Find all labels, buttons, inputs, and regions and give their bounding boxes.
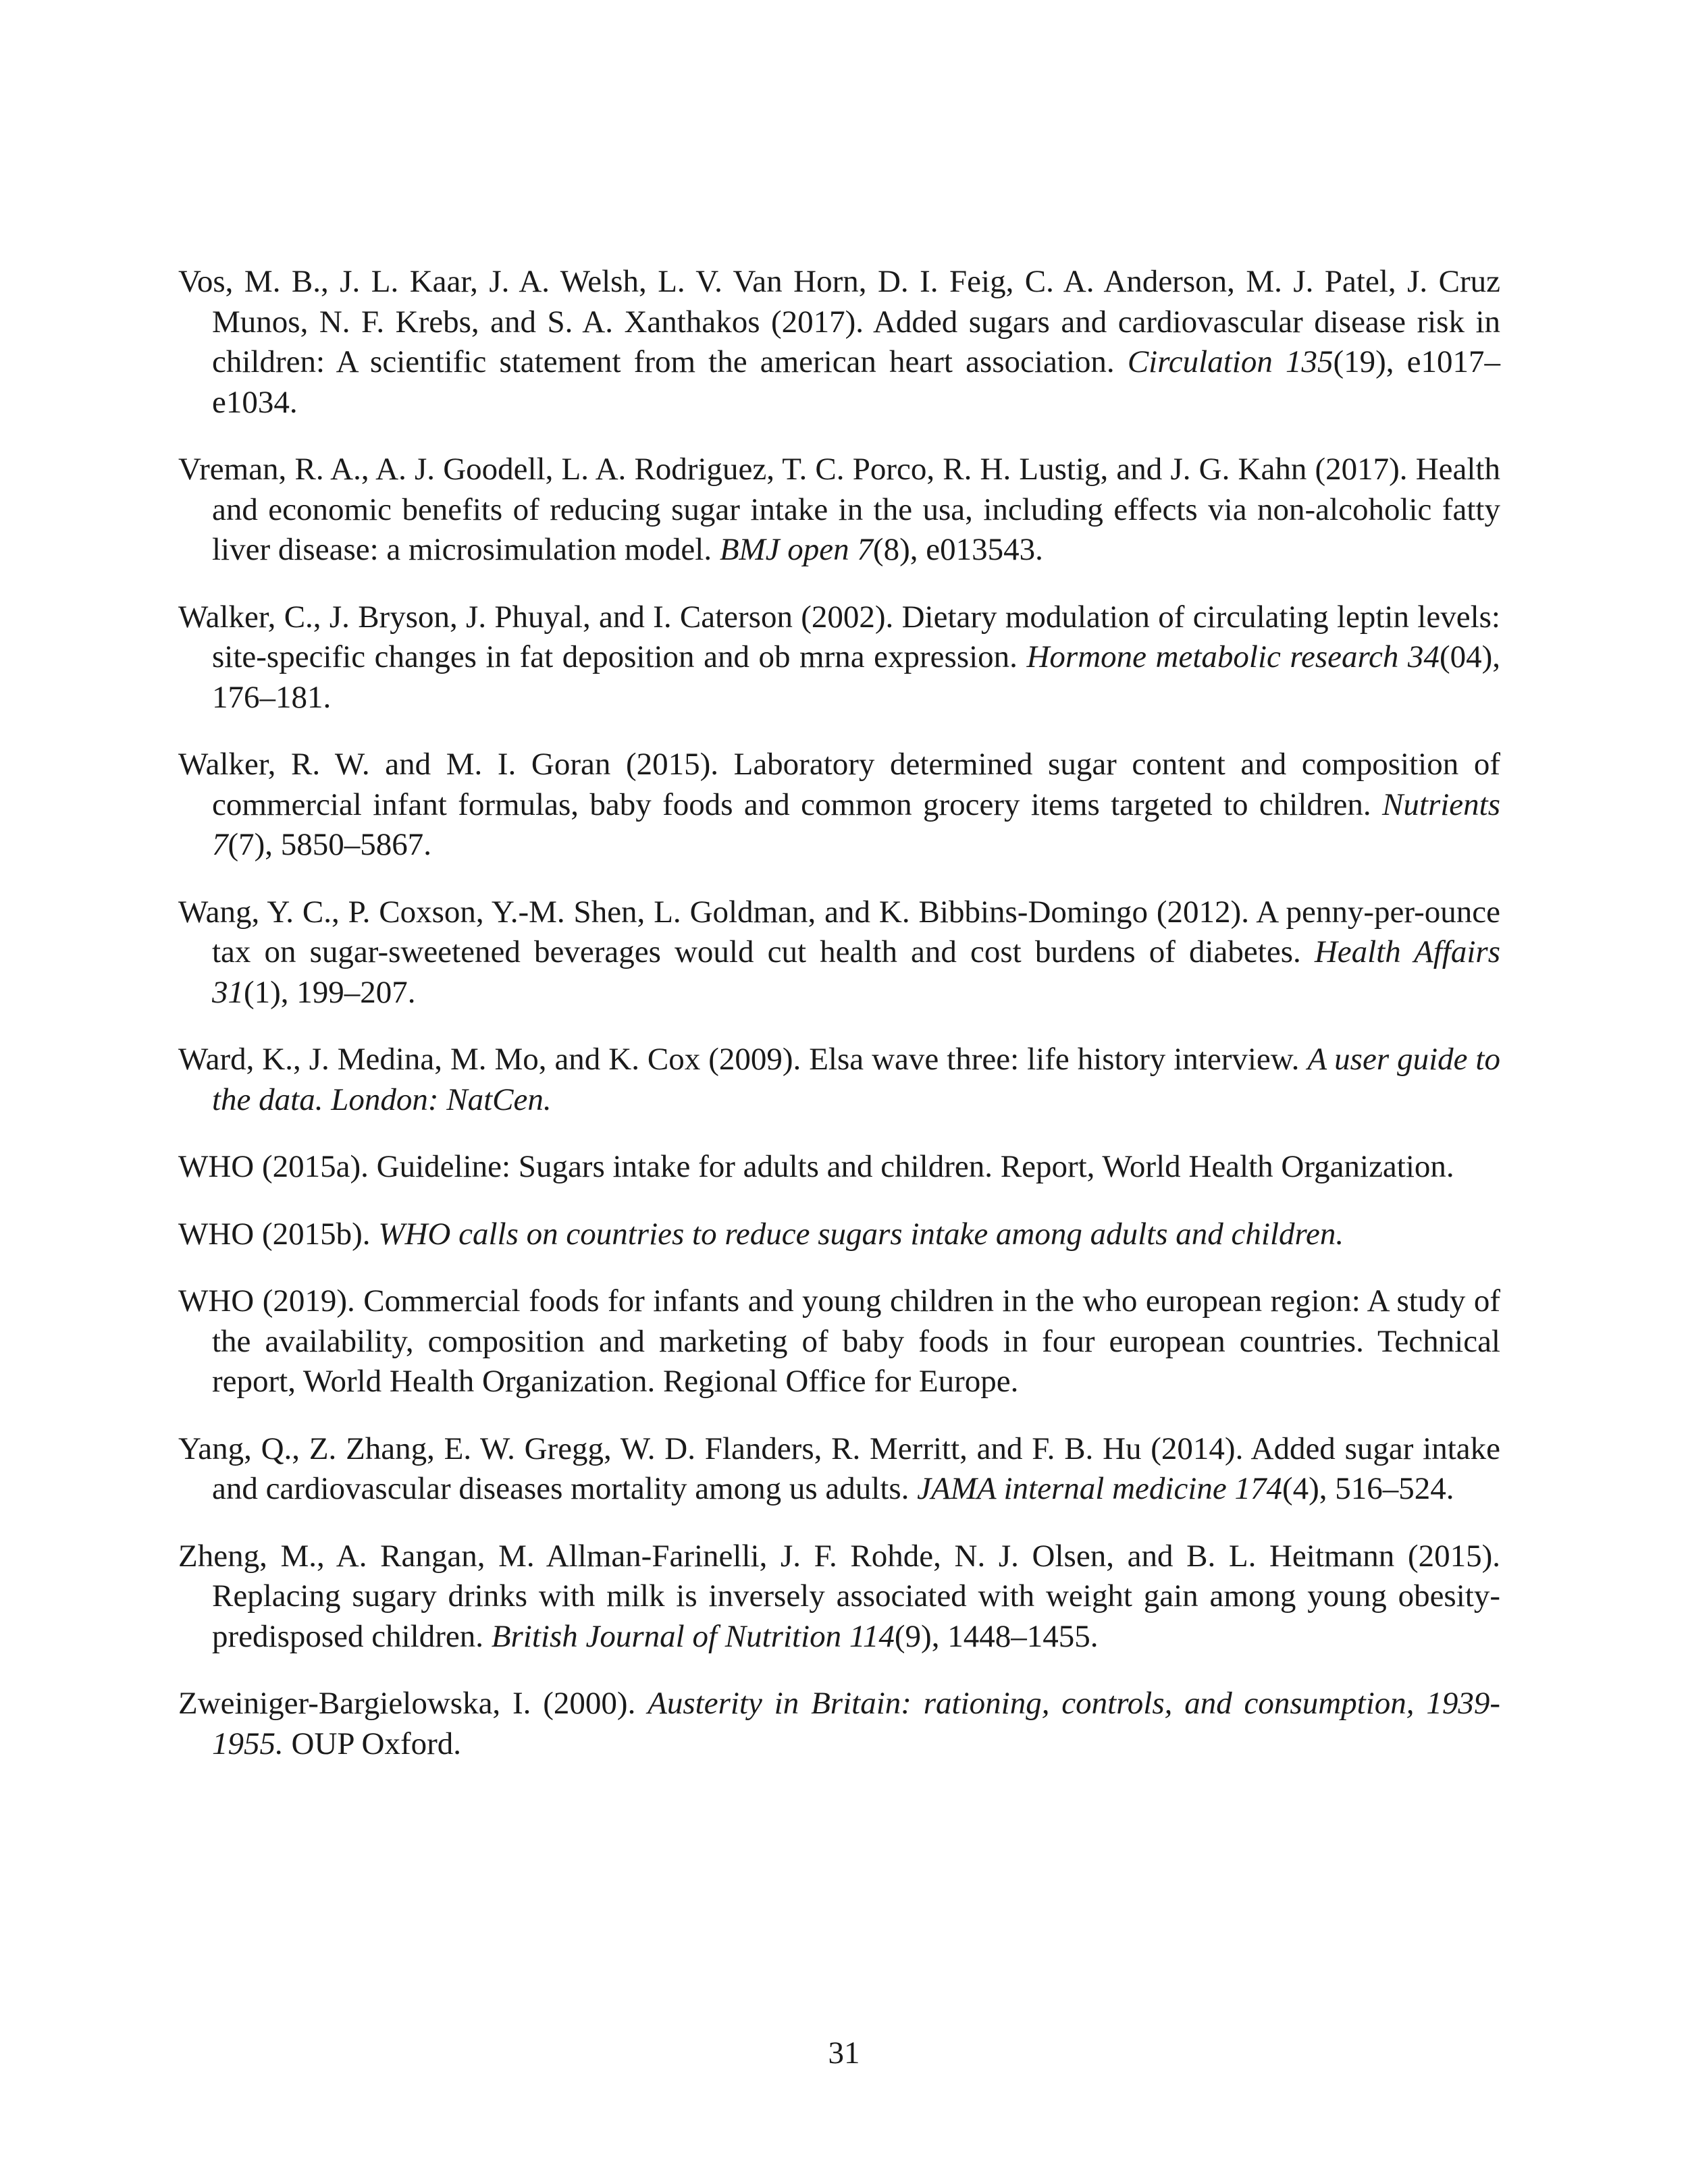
reference-journal: British Journal of Nutrition 114: [491, 1618, 895, 1654]
reference-text: (1), 199–207.: [244, 974, 416, 1010]
reference-text: (7), 5850–5867.: [228, 827, 432, 862]
reference-entry: [178, 1429, 1500, 1510]
reference-entry: [178, 1040, 1500, 1120]
reference-text: WHO (2019). Commercial foods for infants and young children in the who european region: A study of the availability, composition and marketing of baby foods in four european countries. Technical report, World Health Organization. Regional Office for Europe.: [178, 1283, 1500, 1399]
reference-text: (19), e1017–e1034.: [212, 344, 1500, 420]
reference-journal: Circulation 135: [1127, 344, 1334, 379]
reference-journal: Health Affairs 31: [212, 934, 1500, 1010]
reference-entry: [178, 1281, 1500, 1402]
reference-title: WHO calls on countries to reduce sugars intake among adults and children.: [378, 1216, 1344, 1252]
reference-text: (9), 1448–1455.: [894, 1618, 1099, 1654]
reference-text: OUP Oxford.: [283, 1726, 462, 1761]
reference-text: WHO (2015b).: [178, 1216, 379, 1252]
reference-entry: [178, 597, 1500, 718]
reference-text: Ward, K., J. Medina, M. Mo, and K. Cox (2009). Elsa wave three: life history interview.: [178, 1042, 1308, 1077]
reference-text: Yang, Q., Z. Zhang, E. W. Gregg, W. D. Flanders, R. Merritt, and F. B. Hu (2014). Added sugar intake and cardiovascular diseases mortality among us adults.: [178, 1431, 1500, 1506]
reference-text: (04), 176–181.: [212, 639, 1500, 715]
reference-entry: [178, 745, 1500, 865]
reference-text: Zheng, M., A. Rangan, M. Allman-Farinelli, J. F. Rohde, N. J. Olsen, and B. L. Heitmann (2015). Replacing sugary drinks with milk is inversely associated with weight gain among young obesity-predisposed children.: [178, 1538, 1500, 1654]
reference-entry: [178, 450, 1500, 570]
reference-journal: Hormone metabolic research 34: [1026, 639, 1440, 674]
reference-entry: [178, 262, 1500, 423]
reference-source: A user guide to the data. London: NatCen.: [212, 1042, 1500, 1117]
reference-text: Vos, M. B., J. L. Kaar, J. A. Welsh, L. V. Van Horn, D. I. Feig, C. A. Anderson, M. J. Patel, J. Cruz Munos, N. F. Krebs, and S. A. Xanthakos (2017). Added sugars and cardiovascular disease risk in children: A scientific statement from the american heart association.: [178, 264, 1500, 379]
reference-text: Walker, C., J. Bryson, J. Phuyal, and I. Caterson (2002). Dietary modulation of circulating leptin levels: site-specific changes in fat deposition and ob mrna expression.: [178, 599, 1500, 674]
reference-text: WHO (2015a). Guideline: Sugars intake for adults and children. Report, World Health Organization.: [178, 1149, 1454, 1184]
reference-text: Wang, Y. C., P. Coxson, Y.-M. Shen, L. Goldman, and K. Bibbins-Domingo (2012). A penny-per-ounce tax on sugar-sweetened beverages would cut health and cost burdens of diabetes.: [178, 894, 1500, 969]
reference-text: Zweiniger-Bargielowska, I. (2000).: [178, 1686, 648, 1721]
reference-list: [178, 262, 1500, 1791]
reference-journal: JAMA internal medicine 174: [917, 1471, 1282, 1506]
reference-entry: [178, 1215, 1500, 1255]
reference-journal: Nutrients 7: [212, 787, 1500, 862]
reference-text: Walker, R. W. and M. I. Goran (2015). Laboratory determined sugar content and composition of commercial infant formulas, baby foods and common grocery items targeted to children.: [178, 747, 1500, 822]
reference-text: (8), e013543.: [872, 532, 1043, 567]
reference-text: Vreman, R. A., A. J. Goodell, L. A. Rodriguez, T. C. Porco, R. H. Lustig, and J. G. Kahn (2017). Health and economic benefits of reducing sugar intake in the usa, including effects via non-alcoholic fatty liver disease: a microsimulation model.: [178, 452, 1500, 567]
reference-title: Austerity in Britain: rationing, controls, and consumption, 1939-1955.: [212, 1686, 1500, 1761]
reference-text: (4), 516–524.: [1282, 1471, 1454, 1506]
reference-entry: [178, 1684, 1500, 1764]
page-number: 31: [828, 2035, 860, 2071]
reference-entry: [178, 893, 1500, 1013]
reference-journal: BMJ open 7: [719, 532, 873, 567]
reference-entry: [178, 1537, 1500, 1657]
reference-entry: [178, 1147, 1500, 1188]
